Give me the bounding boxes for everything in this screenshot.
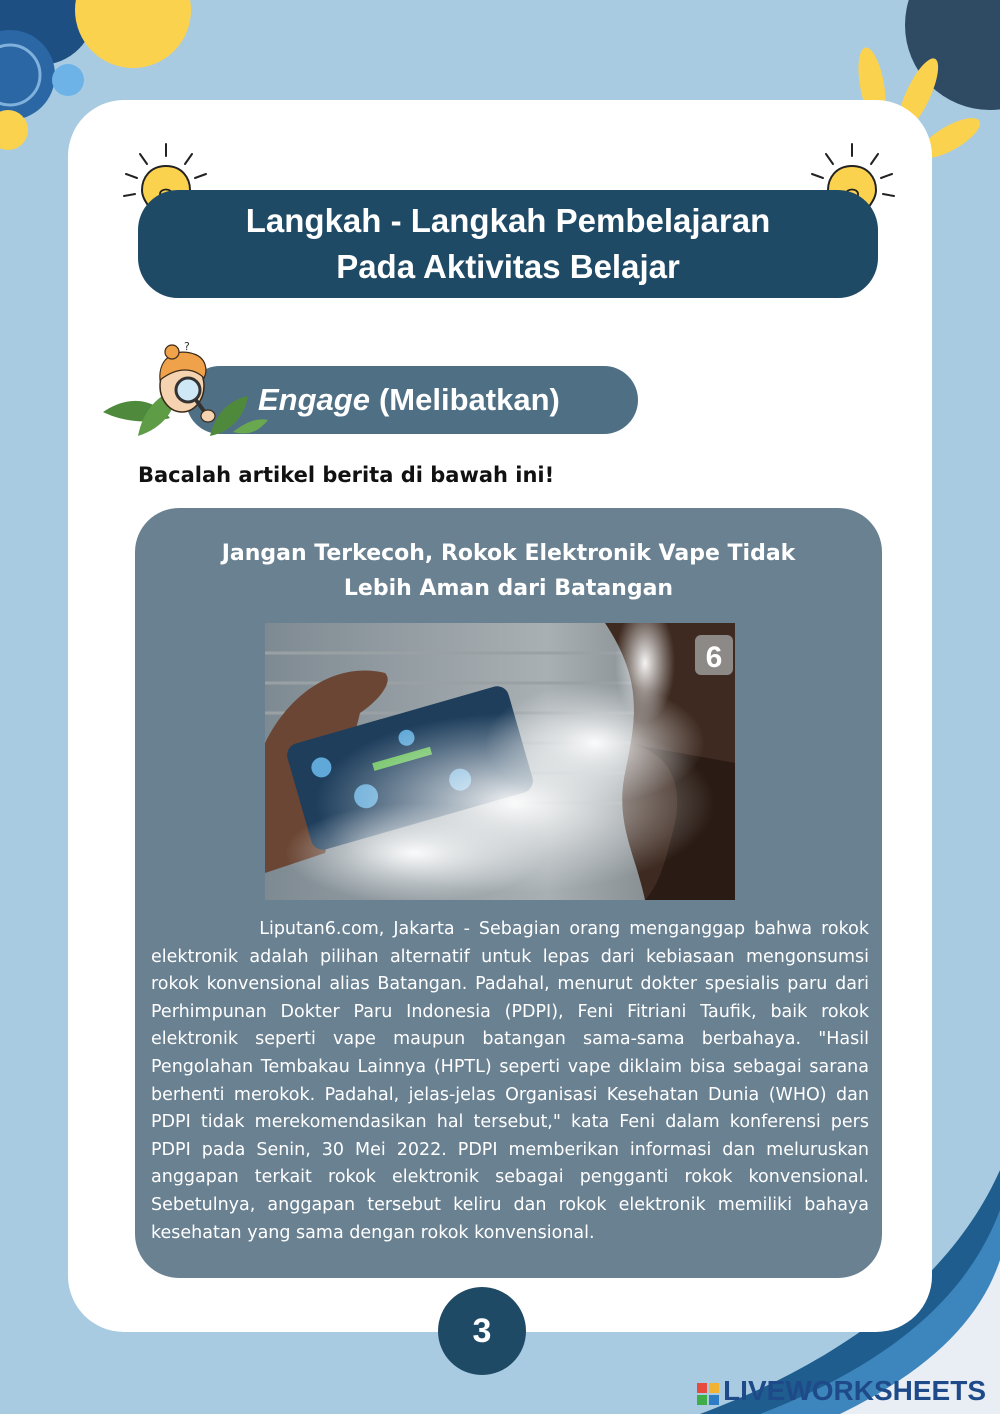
brand-logo: [697, 1375, 986, 1407]
article-title-line-2: Lebih Aman dari Batangan: [343, 576, 674, 601]
title-line-1: Langkah - Langkah Pembelajaran: [245, 202, 771, 239]
photo-badge: 6: [705, 641, 723, 674]
brand-name: LIVEWORKSHEETS: [723, 1375, 986, 1406]
vape-smoke-image: [265, 623, 735, 900]
liveworksheets-logo-icon: [697, 1380, 719, 1402]
article-title: [135, 536, 882, 606]
article-title-line-1: Jangan Terkecoh, Rokok Elektronik Vape Tidak: [221, 541, 796, 566]
page-number: 3: [438, 1287, 526, 1375]
title-banner: [138, 190, 878, 298]
instruction-text: Bacalah artikel berita di bawah ini!: [138, 463, 555, 487]
magnifier-character-icon: [98, 340, 268, 440]
section-heading-emphasis: Engage: [258, 382, 370, 417]
article-photo: [265, 623, 735, 900]
article-panel: [135, 508, 882, 1278]
article-body: Liputan6.com, Jakarta - Sebagian orang menganggap bahwa rokok elektronik adalah pilihan alternatif untuk lepas dari kebiasaan mengonsumsi rokok konvensional alias Batangan. Padahal, menurut dokter spesialis paru dari Perhimpunan Dokter Paru Indonesia (PDPI), Feni Fitriani Taufik, baik rokok elektronik seperti vape maupun batangan sama-sama berbahaya. "Hasil Pengolahan Tembakau Lainnya (HPTL) seperti vape diklaim bisa sebagai sarana berhenti merokok. Padahal, jelas-jelas Organisasi Kesehatan Dunia (WHO) dan PDPI tidak merekomendasikan hal tersebut," kata Feni dalam konferensi pers PDPI pada Senin, 30 Mei 2022. PDPI memberikan informasi dan meluruskan anggapan terkait rokok elektronik sebagai pengganti rokok konvensional. Sebetulnya, anggapan tersebut keliru dan rokok elektronik memiliki bahaya kesehatan yang sama dengan rokok konvensional.: [151, 919, 875, 1243]
title-line-2: Pada Aktivitas Belajar: [336, 248, 680, 285]
svg-text:?: ?: [184, 340, 190, 353]
section-heading-label: (Melibatkan): [378, 382, 560, 417]
